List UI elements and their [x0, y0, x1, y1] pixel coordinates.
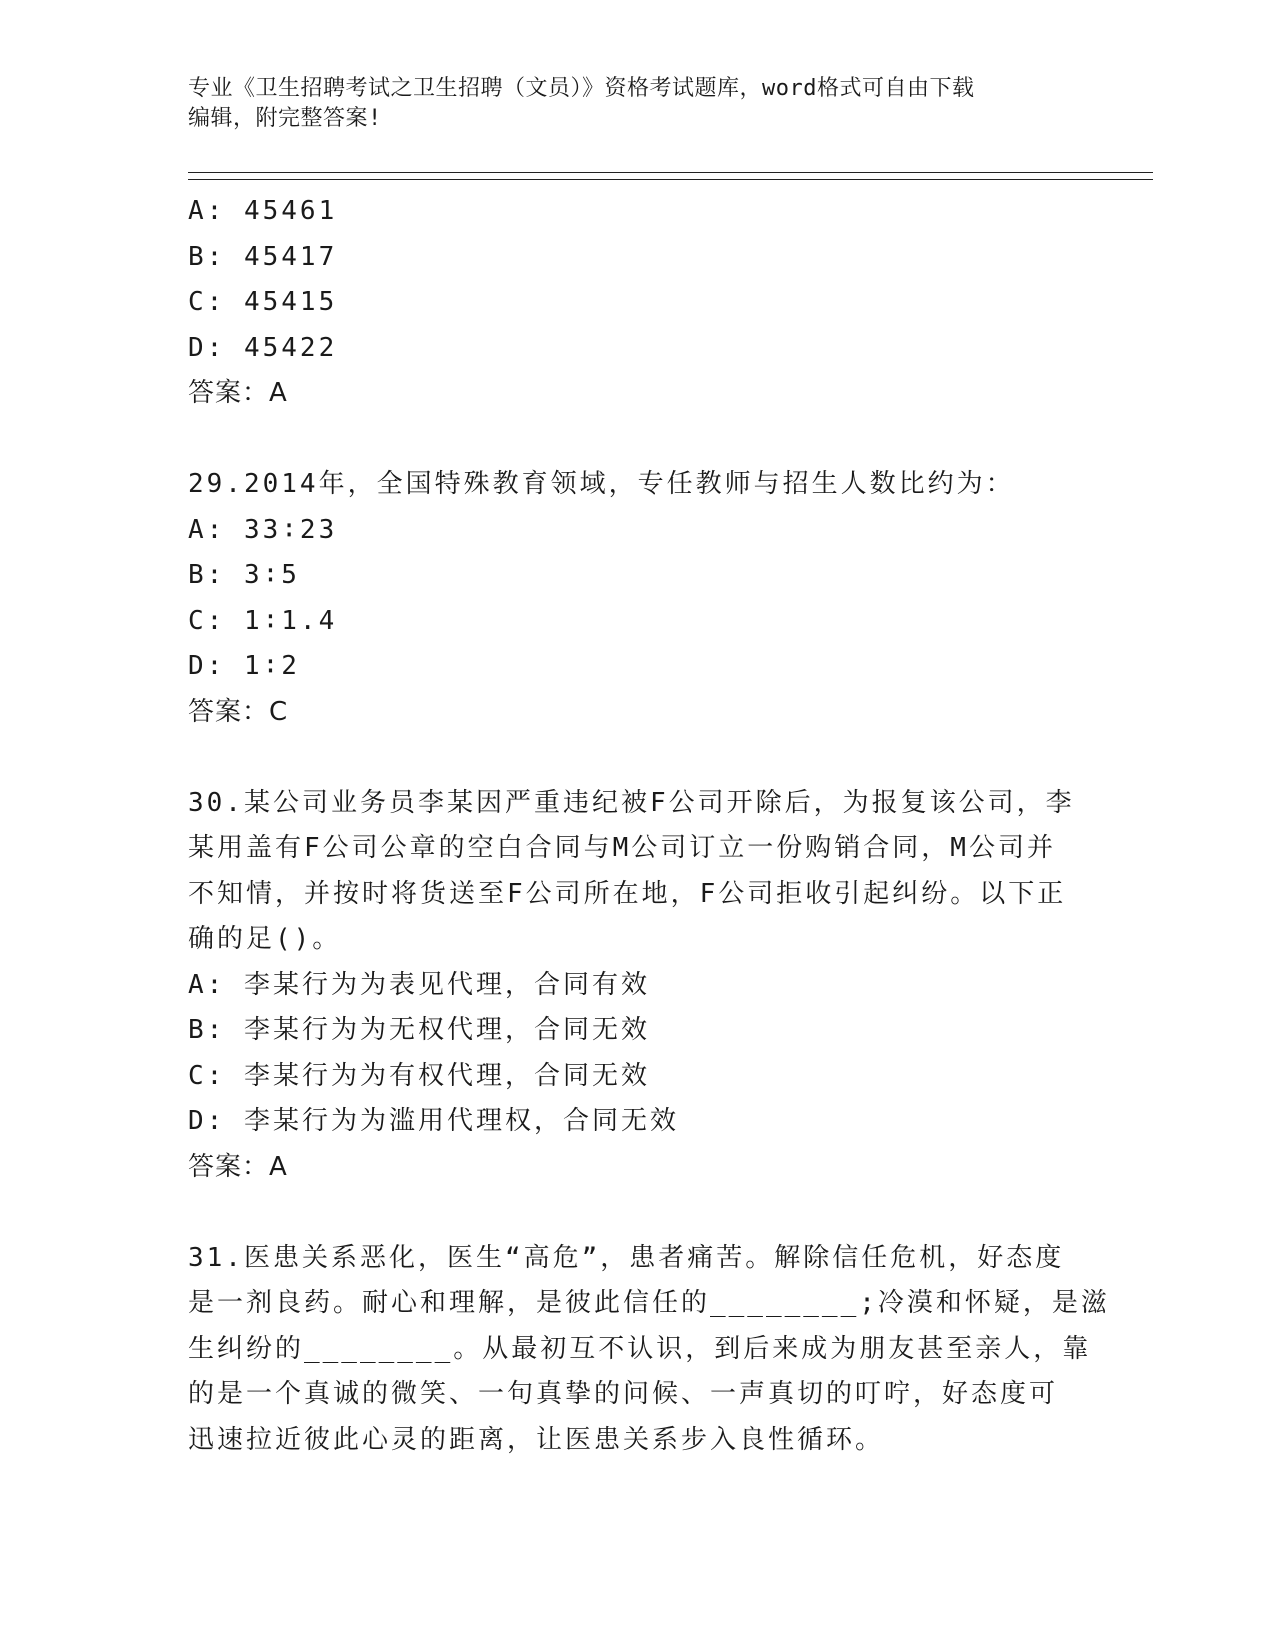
question-stem-line: 确的足()。: [188, 924, 342, 954]
option-d: D: 李某行为为滥用代理权，合同无效: [188, 1106, 679, 1136]
option-a: A: 45461: [188, 196, 338, 226]
option-b: B: 45417: [188, 241, 338, 272]
header-divider-bottom: [188, 179, 1153, 180]
question-28: [188, 189, 1088, 417]
question-30: [188, 781, 1088, 1191]
question-29: [188, 462, 1088, 735]
question-stem-line: 迅速拉近彼此心灵的距离，让医患关系步入良性循环。: [188, 1424, 885, 1455]
question-stem-line: 是一剂良药。耐心和理解，是彼此信任的________;冷漠和怀疑，是滋: [188, 1288, 1110, 1318]
question-stem-line: 某用盖有F公司公章的空白合同与M公司订立一份购销合同，M公司并: [188, 833, 1056, 863]
question-stem-line: 31.医患关系恶化，医生“高危”，患者痛苦。解除信任危机，好态度: [188, 1242, 1065, 1273]
question-31: [188, 1236, 1110, 1464]
option-a: A: 33∶23: [188, 514, 338, 545]
option-c: C: 1∶1.4: [188, 605, 338, 636]
option-d: D: 45422: [188, 332, 338, 363]
option-a: A: 李某行为为表见代理，合同有效: [188, 969, 650, 1000]
question-list: [188, 189, 1110, 1463]
option-c: C: 李某行为为有权代理，合同无效: [188, 1060, 650, 1091]
question-stem-line: 的是一个真诚的微笑、一句真挚的问候、一声真切的叮咛，好态度可: [188, 1379, 1059, 1409]
spacer: [188, 1190, 1088, 1236]
spacer: [188, 735, 1088, 781]
answer: 答案：A: [188, 1151, 288, 1182]
header-line-1: 专业《卫生招聘考试之卫生招聘（文员）》资格考试题库，word格式可自由下载: [188, 76, 975, 101]
option-c: C: 45415: [188, 287, 338, 317]
question-stem-line: 30.某公司业务员李某因严重违纪被F公司开除后，为报复该公司，李: [188, 787, 1075, 818]
option-d: D: 1∶2: [188, 651, 300, 681]
question-stem-line: 不知情，并按时将货送至F公司所在地，F公司拒收引起纠纷。以下正: [188, 878, 1067, 909]
page-header: [188, 74, 1088, 134]
option-b: B: 李某行为为无权代理，合同无效: [188, 1015, 650, 1045]
option-b: B: 3∶5: [188, 560, 300, 590]
question-stem-line: 生纠纷的________。从最初互不认识，到后来成为朋友甚至亲人，靠: [188, 1333, 1092, 1364]
header-line-2: 编辑，附完整答案!: [188, 106, 382, 131]
answer: 答案：A: [188, 378, 288, 408]
header-divider-top: [188, 172, 1153, 173]
question-stem: 29.2014年，全国特殊教育领域，专任教师与招生人数比约为：: [188, 469, 1015, 499]
answer: 答案：C: [188, 696, 289, 727]
spacer: [188, 417, 1088, 463]
